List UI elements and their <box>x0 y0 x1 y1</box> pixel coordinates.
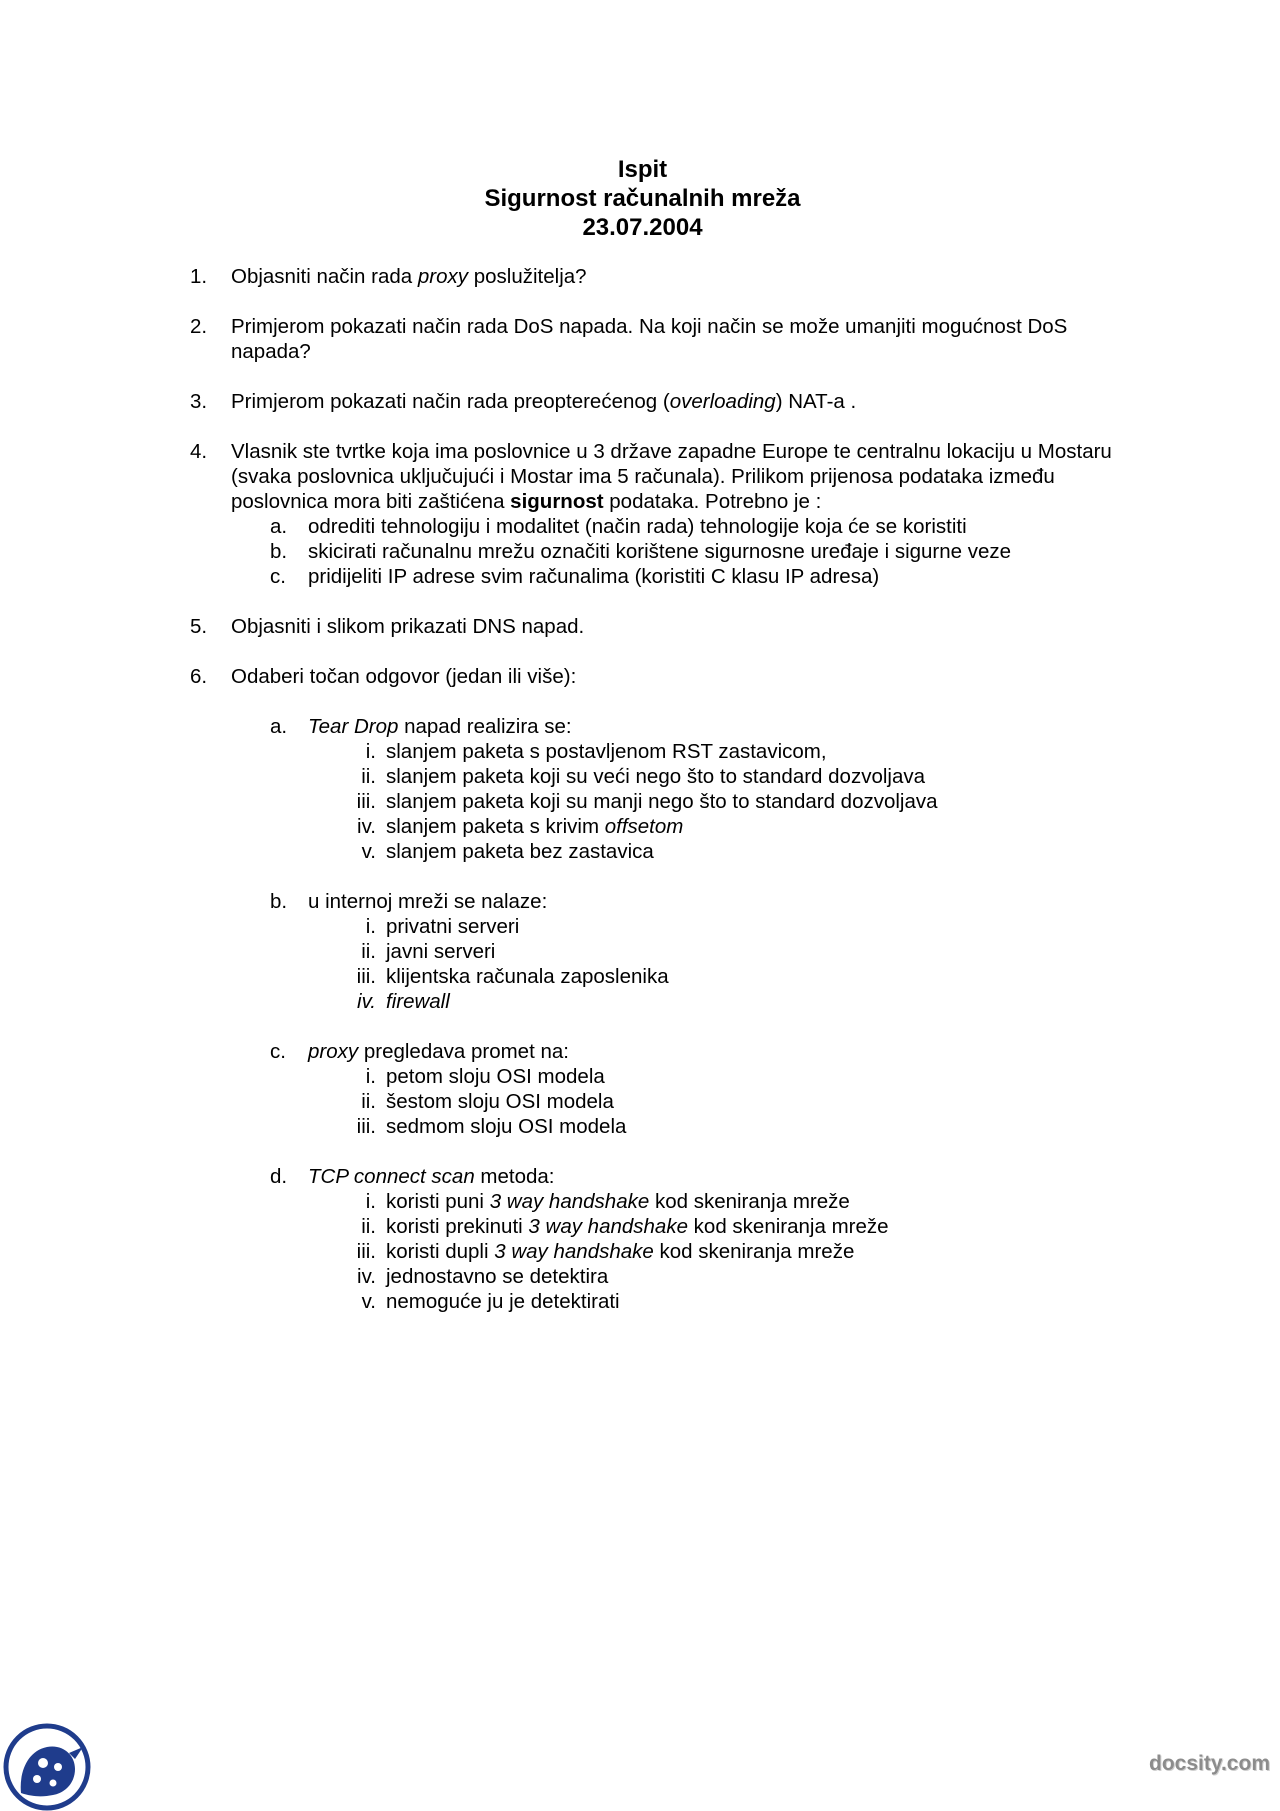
question-text: Odaberi točan odgovor (jedan ili više): <box>231 665 577 688</box>
sub-item-label: a. <box>270 515 288 538</box>
option-numeral: ii. <box>361 1215 376 1238</box>
option-numeral: ii. <box>361 765 376 788</box>
option-text: klijentska računala zaposlenika <box>386 965 669 988</box>
subquestion-text: pregledava promet na: <box>358 1040 569 1063</box>
subquestion-text-italic: Tear Drop <box>308 715 399 738</box>
subquestion-label: b. <box>270 890 288 913</box>
sub-item <box>190 514 1130 539</box>
answer-option <box>190 1114 1130 1139</box>
question-list <box>190 264 1130 1339</box>
sub-item <box>190 539 1130 564</box>
docsity-bird-logo-icon[interactable] <box>3 1723 91 1811</box>
subquestion-c <box>190 1039 1130 1139</box>
question-text-italic: overloading <box>669 390 776 413</box>
answer-option <box>190 1064 1130 1089</box>
title-block <box>0 155 1280 242</box>
option-numeral: iii. <box>356 1240 376 1263</box>
option-text: slanjem paketa bez zastavica <box>386 840 654 863</box>
option-numeral: ii. <box>361 940 376 963</box>
answer-option <box>190 964 1130 989</box>
option-numeral: iii. <box>356 965 376 988</box>
answer-option <box>190 789 1130 814</box>
answer-option <box>190 814 1130 839</box>
document-subtitle: Sigurnost računalnih mreža <box>484 185 801 212</box>
option-text: kod skeniranja mreže <box>649 1190 850 1213</box>
sub-item-label: b. <box>270 540 288 563</box>
option-numeral: iv. <box>357 1265 376 1288</box>
option-numeral: iv. <box>357 990 376 1013</box>
answer-option <box>190 839 1130 864</box>
subquestion-head <box>190 1164 1130 1189</box>
option-text: šestom sloju OSI modela <box>386 1090 614 1113</box>
document-date: 23.07.2004 <box>582 214 703 241</box>
question-number: 2. <box>190 315 208 338</box>
subquestion-label: a. <box>270 715 288 738</box>
answer-option <box>190 739 1130 764</box>
option-text-italic: firewall <box>386 990 450 1013</box>
option-numeral: i. <box>365 1190 376 1213</box>
question-text: poslužitelja? <box>468 265 587 288</box>
question-6 <box>190 664 1130 1314</box>
option-text: privatni serveri <box>386 915 520 938</box>
option-text: slanjem paketa s postavljenom RST zastavicom, <box>386 740 827 763</box>
option-text-italic: offsetom <box>604 815 684 838</box>
option-text: sedmom sloju OSI modela <box>386 1115 627 1138</box>
option-text-italic: 3 way handshake <box>528 1215 688 1238</box>
question-3 <box>190 389 1130 414</box>
option-numeral: i. <box>365 1065 376 1088</box>
option-text: koristi dupli <box>386 1240 495 1263</box>
document-title: Ispit <box>617 156 668 183</box>
option-numeral: i. <box>365 740 376 763</box>
question-5 <box>190 614 1130 639</box>
subquestion-head <box>190 1039 1130 1064</box>
question-text: Primjerom pokazati način rada preopterećenog ( <box>231 390 670 413</box>
subquestion-d <box>190 1164 1130 1314</box>
option-numeral: i. <box>365 915 376 938</box>
option-text: slanjem paketa koji su veći nego što to standard dozvoljava <box>386 765 926 788</box>
option-text: koristi prekinuti <box>386 1215 529 1238</box>
subquestion-b <box>190 889 1130 1014</box>
question-text: Objasniti i slikom prikazati DNS napad. <box>231 615 585 638</box>
answer-option <box>190 1289 1130 1314</box>
subquestion-text: u internoj mreži se nalaze: <box>308 890 548 913</box>
option-numeral: iii. <box>356 790 376 813</box>
subquestion-text: metoda: <box>474 1165 555 1188</box>
answer-option <box>190 914 1130 939</box>
option-numeral: v. <box>361 1290 376 1313</box>
question-text: Objasniti način rada <box>231 265 418 288</box>
question-4 <box>190 439 1130 589</box>
question-2 <box>190 314 1130 364</box>
subquestion-text-italic: TCP connect scan <box>308 1165 475 1188</box>
answer-option <box>190 1264 1130 1289</box>
answer-option <box>190 764 1130 789</box>
question-number: 3. <box>190 390 208 413</box>
option-text: nemoguće ju je detektirati <box>386 1290 620 1313</box>
option-text-italic: 3 way handshake <box>494 1240 654 1263</box>
answer-option <box>190 1239 1130 1264</box>
answer-option <box>190 1189 1130 1214</box>
subquestion-text-italic: proxy <box>308 1040 359 1063</box>
question-text-italic: proxy <box>417 265 469 288</box>
question-text: Vlasnik ste tvrtke koja ima poslovnice u 3 države zapadne Europe te centralnu lokaciju u Mostaru (svaka poslovnica uključujući i Mostar ima 5 računala). Prilikom prijenosa podataka između poslovnica mora biti zaštićena <box>231 440 1112 513</box>
option-text-italic: 3 way handshake <box>489 1190 650 1213</box>
option-text: petom sloju OSI modela <box>386 1065 605 1088</box>
question-text-bold: sigurnost <box>510 490 604 513</box>
sub-item <box>190 564 1130 589</box>
subquestion-head <box>190 714 1130 739</box>
sub-item-label: c. <box>270 565 286 588</box>
question-stem <box>190 439 1130 514</box>
question-text: Primjerom pokazati način rada DoS napada. Na koji način se može umanjiti mogućnost DoS napada? <box>231 315 1068 363</box>
answer-option <box>190 989 1130 1014</box>
sub-item-text: skicirati računalnu mrežu označiti korištene sigurnosne uređaje i sigurne veze <box>308 540 1012 563</box>
docsity-brand-link[interactable]: docsity.com <box>1149 1752 1270 1775</box>
subquestion-label: c. <box>270 1040 286 1063</box>
option-numeral: iv. <box>357 815 376 838</box>
option-text: koristi puni <box>386 1190 490 1213</box>
subquestion-a <box>190 714 1130 864</box>
subquestion-head <box>190 889 1130 914</box>
question-number: 6. <box>190 665 208 688</box>
question-text: ) NAT-a . <box>775 390 857 413</box>
option-numeral: iii. <box>356 1115 376 1138</box>
question-stem <box>190 664 1130 689</box>
option-numeral: v. <box>361 840 376 863</box>
question-text: podataka. Potrebno je : <box>603 490 822 513</box>
question-number: 1. <box>190 265 208 288</box>
option-text: kod skeniranja mreže <box>653 1240 855 1263</box>
question-number: 4. <box>190 440 208 463</box>
answer-option <box>190 939 1130 964</box>
option-text: slanjem paketa s krivim <box>386 815 605 838</box>
answer-option <box>190 1214 1130 1239</box>
sub-item-text: odrediti tehnologiju i modalitet (način rada) tehnologije koja će se koristiti <box>308 515 967 538</box>
question-number: 5. <box>190 615 208 638</box>
subquestion-label: d. <box>270 1165 288 1188</box>
option-text: jednostavno se detektira <box>386 1265 609 1288</box>
option-text: slanjem paketa koji su manji nego što to standard dozvoljava <box>386 790 938 813</box>
subquestion-text: napad realizira se: <box>398 715 572 738</box>
answer-option <box>190 1089 1130 1114</box>
sub-item-text: pridijeliti IP adrese svim računalima (koristiti C klasu IP adresa) <box>308 565 880 588</box>
option-text: javni serveri <box>386 940 496 963</box>
question-1 <box>190 264 1130 289</box>
option-numeral: ii. <box>361 1090 376 1113</box>
option-text: kod skeniranja mreže <box>687 1215 889 1238</box>
